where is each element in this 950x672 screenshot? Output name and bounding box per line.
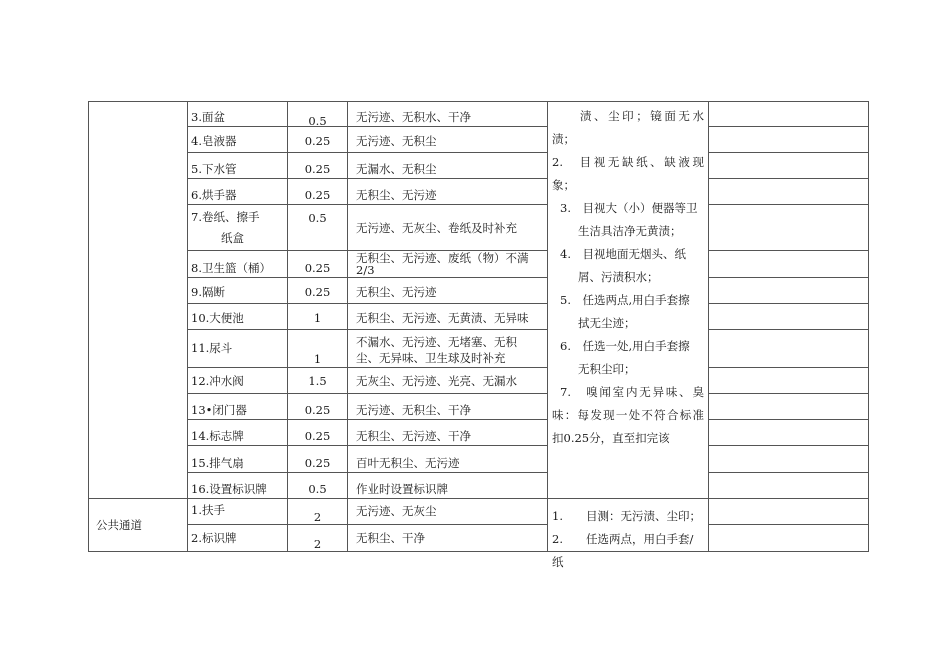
item-cell: 15.排气扇 xyxy=(188,446,288,473)
table-row xyxy=(709,278,869,304)
item-cell: 2.标识牌 xyxy=(188,525,288,552)
score-cell: 0.25 xyxy=(288,127,348,153)
item-cell: 1.扶手 xyxy=(188,499,288,525)
item-cell: 6.烘手器 xyxy=(188,179,288,205)
score-cell: 1 xyxy=(288,304,348,330)
table-row xyxy=(709,394,869,420)
inspection-method-corridor xyxy=(548,499,709,569)
standard-cell: 百叶无积尘、无污迹 xyxy=(348,446,548,473)
item-cell: 7.卷纸、擦手 纸盒 xyxy=(188,205,288,251)
standard-cell: 无积尘、无污迹 xyxy=(348,278,548,304)
method-line: 渍； xyxy=(552,132,575,146)
standard-cell: 无漏水、无积尘 xyxy=(348,153,548,179)
score-cell: 0.25 xyxy=(288,420,348,446)
score-cell: 0.5 xyxy=(288,205,348,251)
table-row xyxy=(709,368,869,394)
score-cell: 0.5 xyxy=(288,473,348,499)
score-cell: 0.5 xyxy=(288,101,348,127)
score-cell: 1 xyxy=(288,330,348,368)
standard-cell: 无积尘、无污迹、无黄渍、无异味 xyxy=(348,304,548,330)
method-line: 5. 任选两点,用白手套擦 xyxy=(560,293,690,307)
score-cell: 0.25 xyxy=(288,278,348,304)
method-line: 3. 目视大（小）便器等卫 xyxy=(560,201,698,215)
table-row xyxy=(709,446,869,473)
table-row xyxy=(709,330,869,368)
method-line: 味：每发现一处不符合标准 xyxy=(552,408,704,422)
table-row xyxy=(709,304,869,330)
table-row xyxy=(709,473,869,499)
standard-cell: 无积尘、无污迹 xyxy=(348,179,548,205)
score-cell: 2 xyxy=(288,525,348,552)
score-cell: 0.25 xyxy=(288,394,348,420)
standard-cell: 不漏水、无污迹、无堵塞、无积 尘、无异味、卫生球及时补充 xyxy=(348,330,548,368)
standard-cell: 无污迹、无积水、干净 xyxy=(348,101,548,127)
area-cell-corridor xyxy=(88,499,188,552)
method-line: 渍、尘印；镜面无水 xyxy=(580,109,704,123)
area-cell-restroom xyxy=(88,101,188,499)
method-line: 1. 目测：无污渍、尘印； xyxy=(552,509,701,523)
standard-cell: 无污迹、无灰尘、卷纸及时补充 xyxy=(348,205,548,251)
item-cell: 12.冲水阀 xyxy=(188,368,288,394)
item-cell: 11.尿斗 xyxy=(188,330,288,368)
method-line: 6. 任选一处,用白手套擦 xyxy=(560,339,690,353)
standard-cell: 无积尘、无污迹、干净 xyxy=(348,420,548,446)
area-label: 公共通道 xyxy=(96,518,142,532)
method-line: 生洁具洁净无黄渍； xyxy=(578,224,682,238)
method-line: 屑、污渍积水； xyxy=(578,270,659,284)
method-line: 2. 目视无缺纸、缺液现 xyxy=(552,155,704,169)
standard-cell: 无污迹、无灰尘 xyxy=(348,499,548,525)
item-cell: 5.下水管 xyxy=(188,153,288,179)
item-cell: 3.面盆 xyxy=(188,101,288,127)
score-cell: 0.25 xyxy=(288,153,348,179)
method-line: 无积尘印； xyxy=(578,362,636,376)
standard-cell: 无污迹、无积尘、干净 xyxy=(348,394,548,420)
inspection-table xyxy=(88,101,869,569)
table-row xyxy=(709,127,869,153)
item-cell: 14.标志牌 xyxy=(188,420,288,446)
method-line: 4. 目视地面无烟头、纸 xyxy=(560,247,686,261)
standard-cell: 无灰尘、无污迹、光亮、无漏水 xyxy=(348,368,548,394)
score-cell: 2 xyxy=(288,499,348,525)
standard-cell: 作业时设置标识牌 xyxy=(348,473,548,499)
item-cell: 10.大便池 xyxy=(188,304,288,330)
item-cell: 8.卫生篮（桶） xyxy=(188,251,288,278)
method-line: 拭无尘迹； xyxy=(578,316,636,330)
item-cell: 13•闭门器 xyxy=(188,394,288,420)
score-cell: 0.25 xyxy=(288,446,348,473)
table-row xyxy=(709,179,869,205)
table-row xyxy=(709,420,869,446)
table-row xyxy=(709,251,869,278)
inspection-method-restroom xyxy=(548,101,709,499)
score-cell: 0.25 xyxy=(288,251,348,278)
item-cell: 4.皂液器 xyxy=(188,127,288,153)
score-cell: 0.25 xyxy=(288,179,348,205)
standard-cell: 无积尘、无污迹、废纸（物）不满 2/3 xyxy=(348,251,548,278)
standard-cell: 无污迹、无积尘 xyxy=(348,127,548,153)
method-line: 象； xyxy=(552,178,575,192)
table-row xyxy=(709,153,869,179)
table-row xyxy=(709,499,869,525)
method-line: 2. 任选两点，用白手套/纸 xyxy=(552,532,694,569)
table-row xyxy=(709,525,869,552)
score-cell: 1.5 xyxy=(288,368,348,394)
table-row xyxy=(709,205,869,251)
item-cell: 9.隔断 xyxy=(188,278,288,304)
method-line: 7. 嗅闻室内无异味、臭 xyxy=(560,385,704,399)
method-line: 扣0.25分，直至扣完该 xyxy=(552,431,670,445)
table-row xyxy=(709,101,869,127)
standard-cell: 无积尘、干净 xyxy=(348,525,548,552)
item-cell: 16.设置标识牌 xyxy=(188,473,288,499)
